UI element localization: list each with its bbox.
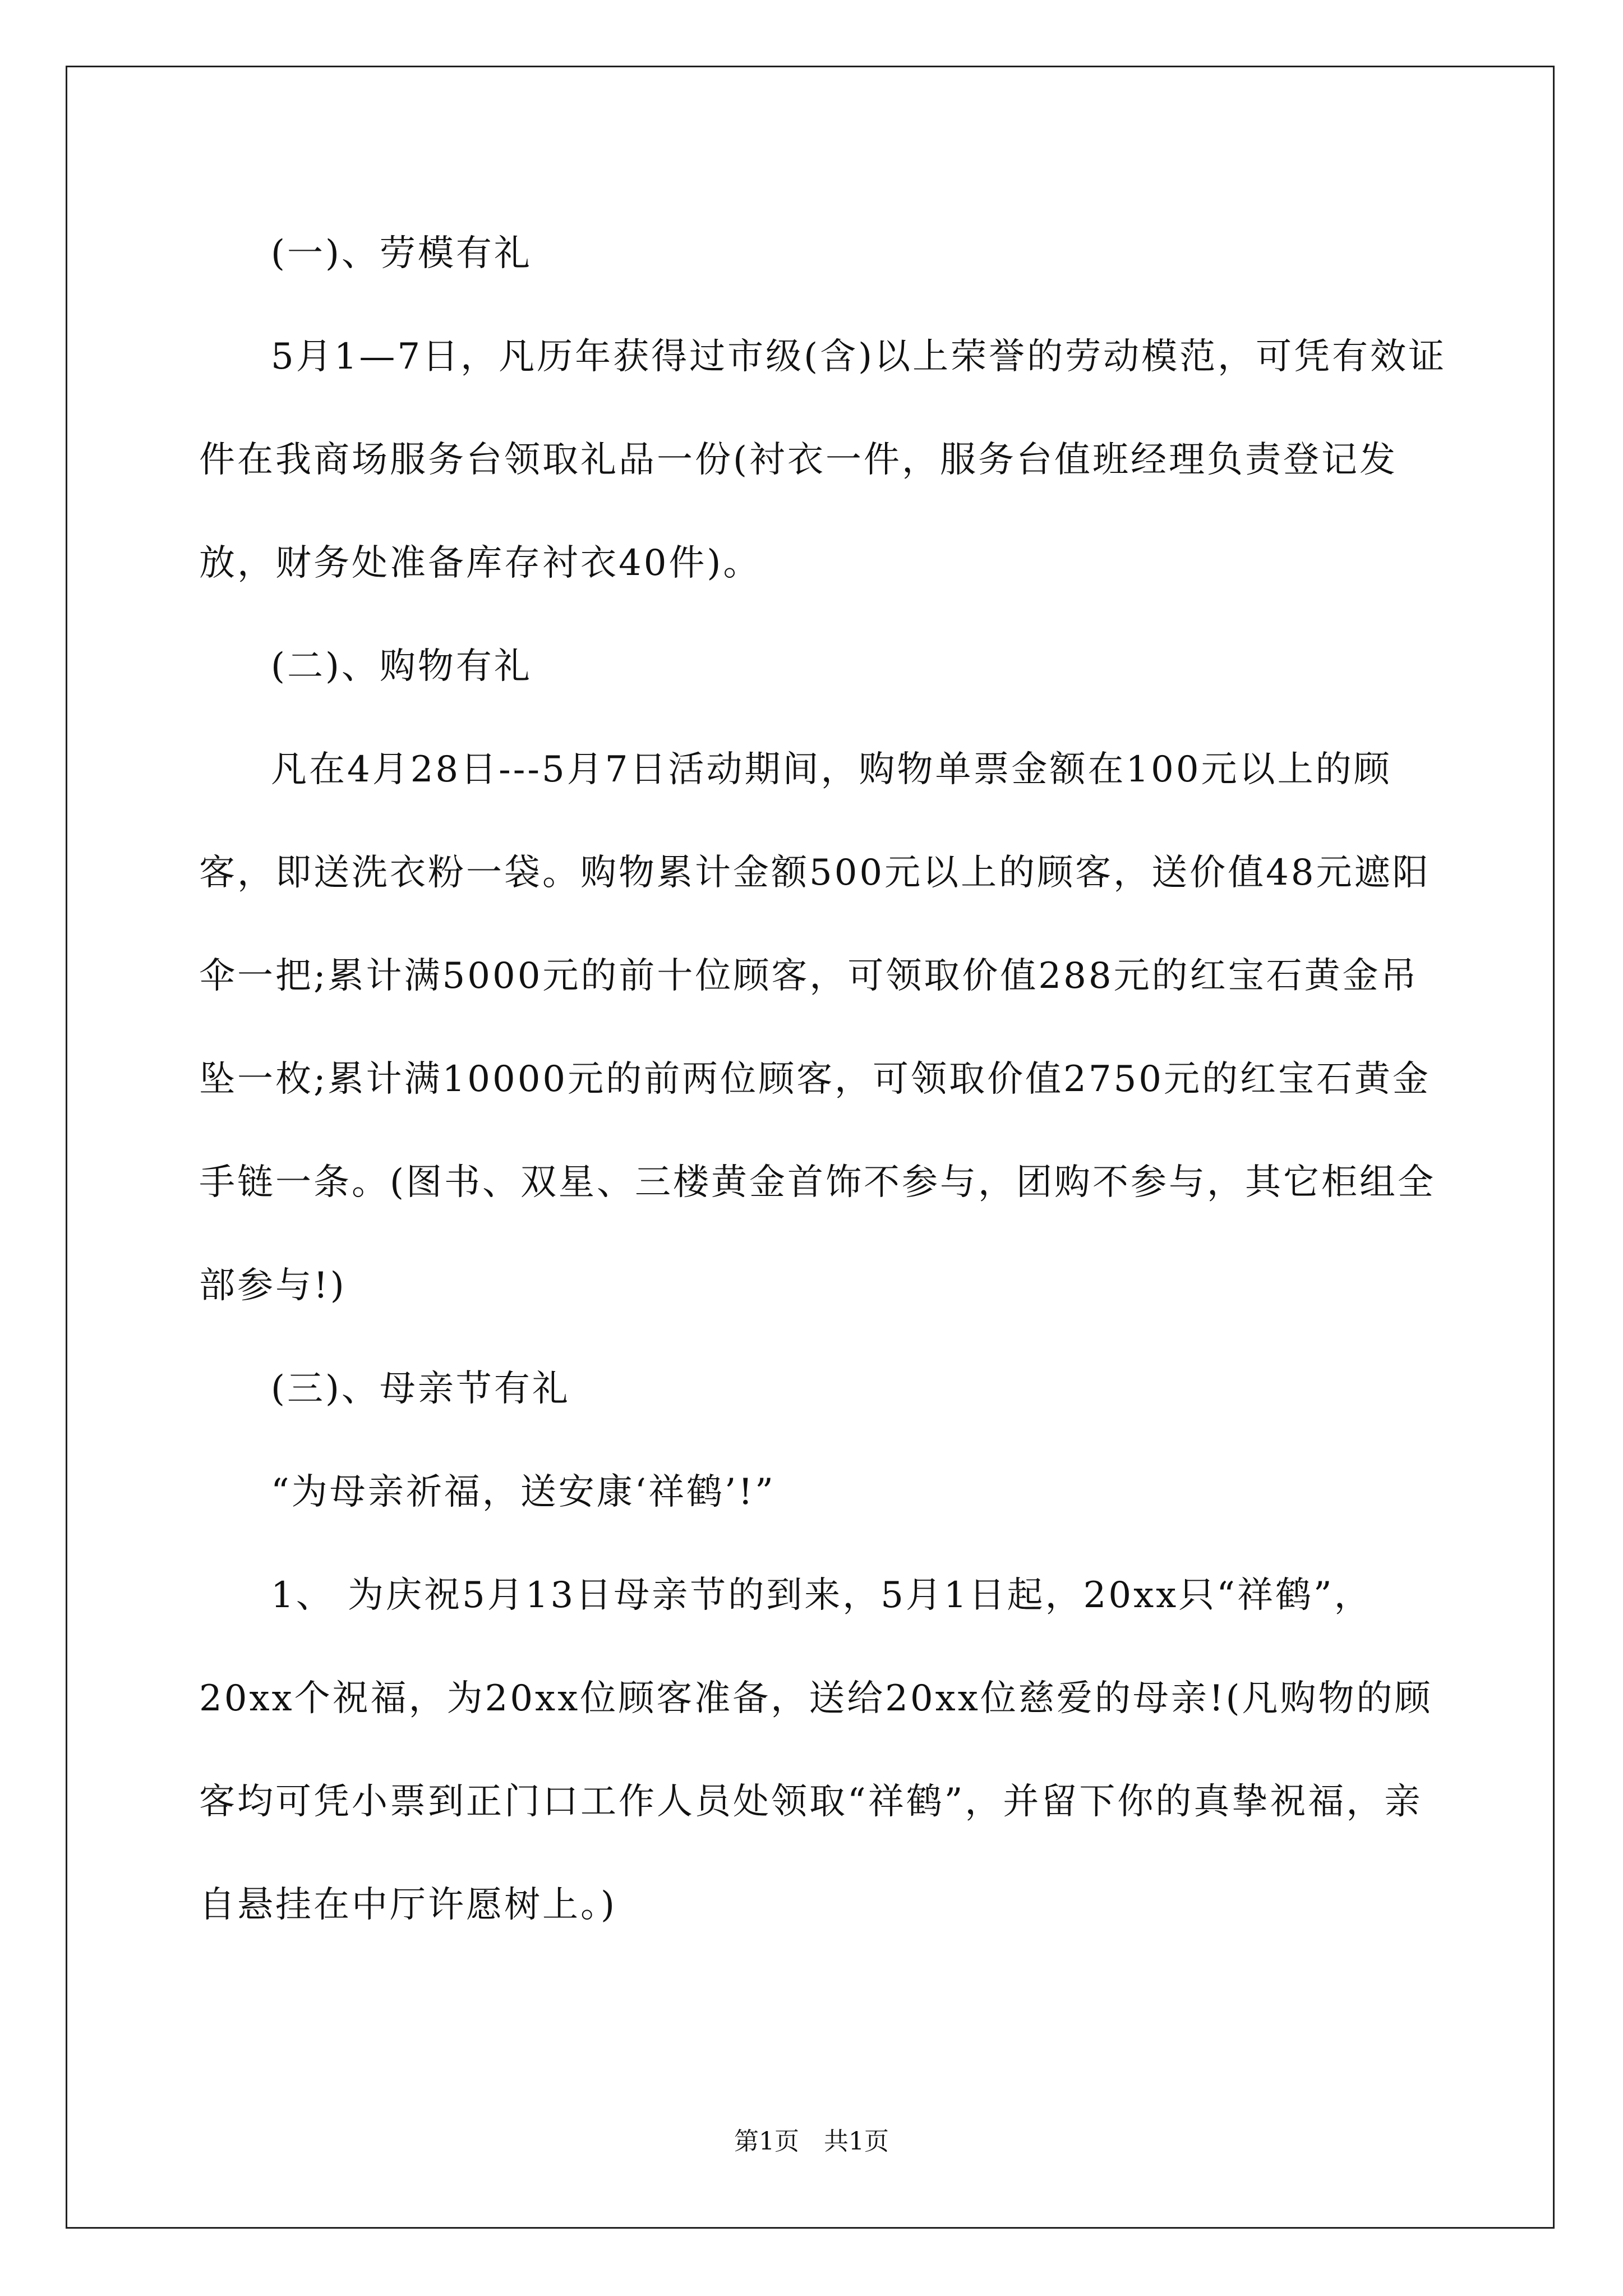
document-body [199, 202, 1450, 1957]
mothers-day-slogan: “为母亲祈福，送安康‘祥鹤’!” [271, 1471, 776, 1513]
paragraph-shopping-gifts: 凡在4月28日---5月7日活动期间，购物单票金额在100元以上的顾客，即送洗衣粉一袋。购物累计金额500元以上的顾客，送价值48元遮阳伞一把;累计满5000元的前十位顾客，可领取价值288元的红宝石黄金吊坠一枚;累计满10000元的前两位顾客，可领取价值2750元的红宝石黄金手链一条。(图书、双星、三楼黄金首饰不参与，团购不参与，其它柜组全部参与!) [199, 749, 1436, 1306]
paragraph-model-workers: 5月1—7日，凡历年获得过市级(含)以上荣誉的劳动模范，可凭有效证件在我商场服务台领取礼品一份(衬衣一件，服务台值班经理负责登记发放，财务处准备库存衬衣40件)。 [199, 336, 1447, 584]
paragraph-mothers-day: 1、 为庆祝5月13日母亲节的到来，5月1日起，20xx只“祥鹤”，20xx个祝福，为20xx位顾客准备，送给20xx位慈爱的母亲!(凡购物的顾客均可凭小票到正门口工作人员处领取“祥鹤”，并留下你的真挚祝福，亲自悬挂在中厅许愿树上。) [199, 1575, 1433, 1926]
section-heading-mothers-day: (三)、母亲节有礼 [271, 1368, 570, 1410]
section-heading-model-workers: (一)、劳模有礼 [271, 233, 532, 274]
page-total: 共1页 [824, 2127, 889, 2156]
page-number: 第1页 [734, 2127, 799, 2156]
page-footer [0, 2125, 1623, 2159]
section-heading-shopping-gifts: (二)、购物有礼 [271, 646, 532, 687]
